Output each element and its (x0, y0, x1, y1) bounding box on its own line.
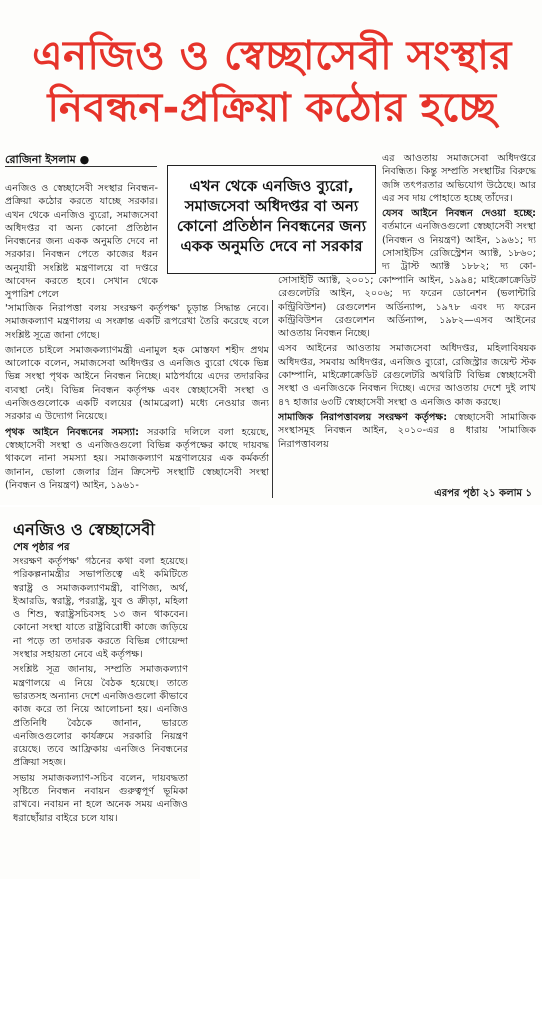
subhead-2: পৃথক আইনে নিবন্ধনের সমস্যা: (5, 426, 140, 438)
subhead-3-text: স্বেচ্ছাসেবী সামাজিক সংস্থাসমূহ নিবন্ধন আইন, ২০১০-এর ৪ ধারায় 'সামাজিক নিরাপত্তাবলয় (278, 411, 536, 450)
continuation-para-1: সংরক্ষণ কর্তৃপক্ষ' গঠনের কথা বলা হয়েছে। পরিকল্পনামন্ত্রীর সভাপতিত্বে এই কমিটিতে স্বরাষ্ট্র ও সমাজকল্যাণমন্ত্রী, বাণিজ্য, অর্থ, ইআরডি, স্বরাষ্ট্র, পররাষ্ট্র, যুব ও ক্রীড়া, মহিলা ও শিশু, স্বরাষ্ট্রসচিবসহ ১৩ জন থাকবেন। কোনো সংস্থা যাতে রাষ্ট্রবিরোধী কাজে জড়িয়ে না পড়ে তা তদারক করতে বিভিন্ন গোয়েন্দা সংস্থার সহায়তা নেবে এই কর্তৃপক্ষ। (13, 556, 188, 661)
subhead-2-text: সরকারি দলিলে বলা হয়েছে, স্বেচ্ছাসেবী সংস্থা ও এনজিওগুলো বিভিন্ন কর্তৃপক্ষের কাছে দায়বদ্ধ থাকলে নানা সমস্যা হয়। সমাজকল্যাণ মন্ত্রণালয়ের এক কর্মকর্তা জানান, ভোলা জেলার গ্রিন ক্রিসেন্ট সংস্থাটি স্বেচ্ছাসেবী সংস্থা (নিবন্ধন ও নিয়ন্ত্রণ) আইন, ১৯৬১- (5, 426, 269, 491)
continuation-title: এনজিও ও স্বেচ্ছাসেবী (13, 520, 155, 539)
continuation-para-3: সভায় সমাজকল্যাণ-সচিব বলেন, দায়বদ্ধতা সৃষ্টিতে নিবন্ধন নবায়ন গুরুত্বপূর্ণ ভূমিকা রাখবে। নবায়ন না হলে অনেক সময় এনজিও ধরাছোঁয়ার বাইরে চলে যায়। (13, 772, 188, 824)
pull-quote: এখন থেকে এনজিও ব্যুরো, সমাজসেবা অধিদপ্তর বা অন্য কোনো প্রতিষ্ঠান নিবন্ধনের জন্য একক অনুমতি দেবে না সরকার (167, 165, 376, 274)
subhead-3: সামাজিক নিরাপত্তাবলয় সংরক্ষণ কর্তৃপক্ষ: (278, 411, 448, 423)
continuation-subtitle: শেষ পৃষ্ঠার পর (13, 542, 70, 553)
right-para-2: এসব আইনের আওতায় সমাজসেবা অধিদপ্তর, মহিলাবিষয়ক অধিদপ্তর, সমবায় অধিদপ্তর, এনজিও ব্যুরো, রেজিস্ট্রার জয়েন্ট স্টক কোম্পানি, মাইক্রোক্রেডিট রেগুলেটরি অথরিটি বিভিন্ন স্বেচ্ছাসেবী সংস্থা ও এনজিওকে নিবন্ধন দিচ্ছে। এদের আওতায় দেশে দুই লাখ ৪৭ হাজার ৬৩টি স্বেচ্ছাসেবী সংস্থা ও এনজিও কাজ করছে। (278, 343, 536, 408)
subhead-2-para (5, 426, 269, 492)
subhead-1-text: বর্তমানে এনজিওগুলো স্বেচ্ছাসেবী সংস্থা (নিবন্ধন ও নিয়ন্ত্রণ) আইন, ১৯৬১; দ্য সোসাইটিস রেজিস্ট্রেশন অ্যাক্ট, ১৮৬০; দ্য ট্রাস্ট অ্যাক্ট ১৮৮২; দ্য কো- (382, 221, 536, 272)
column-1-text: এনজিও ও স্বেচ্ছাসেবী সংস্থার নিবন্ধন-প্রক্রিয়া কঠোর করতে যাচ্ছে সরকার। এখন থেকে এনজিও ব্যুরো, সমাজসেবা অধিদপ্তর বা অন্য কোনো প্রতিষ্ঠান নিবন্ধনের জন্য একক অনুমতি দেবে না সরকার। নিবন্ধন পেতে কাজের ধরন অনুযায়ী সংশ্লিষ্ট মন্ত্রণালয়ে বা দপ্তরে আবেদন করতে হবে। সেখান থেকে সুপারিশ পেলে (5, 183, 158, 301)
headline-line-2: নিবন্ধন-প্রক্রিয়া কঠোর হচ্ছে (47, 85, 497, 131)
right-para-1: সোসাইটি অ্যাক্ট, ২০০১; কোম্পানি আইন, ১৯৯৪; মাইক্রোক্রেডিট রেগুলেটরি আইন, ২০০৬; দ্য ফরেন ডোনেশন (ভলান্টারি কন্ট্রিবিউশন) রেগুলেশন অর্ডিন্যান্স, ১৯৭৮ এবং দ্য ফরেন কন্ট্রিবিউশন রেগুলেশন অর্ডিন্যান্স, ১৯৮২—এসব আইনের আওতায় নিবন্ধন নিচ্ছে। (278, 275, 536, 340)
wide-column-right (278, 274, 536, 484)
byline: রোজিনা ইসলাম ● (5, 153, 90, 166)
wide-para-1: 'সামাজিক নিরাপত্তা বলয় সংরক্ষণ কর্তৃপক্ষ' চূড়ান্ত সিদ্ধান্ত নেবে। সমাজকল্যাণ মন্ত্রণালয় এ সংক্রান্ত একটি রূপরেখা তৈরি করেছে বলে সংশ্লিষ্ট সূত্রে জানা গেছে। (5, 303, 269, 341)
subhead-3-para (278, 411, 536, 451)
column-3-text: এর আওতায় সমাজসেবা অধিদপ্তরে নিবন্ধিত। কিন্তু সম্প্রতি সংস্থাটির বিরুদ্ধে জঙ্গি তৎপরতার অভিযোগ উঠেছে। আর এর সব দায় পোহাতে হচ্ছে তাঁদের। (382, 153, 536, 204)
column-divider (272, 300, 273, 498)
continued-on: এরপর পৃষ্ঠা ২১ কলাম ১ (434, 488, 532, 499)
headline-line-1: এনজিও ও স্বেচ্ছাসেবী সংস্থার (32, 33, 512, 79)
headline (12, 30, 532, 134)
wide-column-left (5, 302, 269, 498)
continuation-column (13, 555, 188, 875)
subhead-1-para (382, 207, 536, 272)
column-1 (5, 182, 158, 302)
continuation-para-2: সংশ্লিষ্ট সূত্র জানায়, সম্প্রতি সমাজকল্যাণ মন্ত্রণালয়ে এ নিয়ে বৈঠক হয়েছে। তাতে ভারতসহ অন্যান্য দেশে এনজিওগুলো কীভাবে কাজ করে তা নিয়ে আলোচনা হয়। এনজিও প্রতিনিধি বৈঠকে জানান, ভারতে এনজিওগুলোর কার্যক্রমে সরকারি নিয়ন্ত্রণ রয়েছে। তবে আফ্রিকায় এনজিও নিবন্ধনের প্রক্রিয়া সহজ। (13, 664, 188, 769)
column-3 (382, 152, 536, 272)
subhead-1: যেসব আইনে নিবন্ধন দেওয়া হচ্ছে: (382, 208, 536, 220)
wide-para-2: জানতে চাইলে সমাজকল্যাণমন্ত্রী এনামুল হক মোস্তফা শহীদ প্রথম আলোকে বলেন, সমাজসেবা অধিদপ্তর ও এনজিও ব্যুরো থেকে ভিন্ন ভিন্ন সংস্থা পৃথক আইনে নিবন্ধন নিচ্ছে। মাঠপর্যায়ে এদের তদারকির ব্যবস্থা নেই। বিভিন্ন নিবন্ধন কর্তৃপক্ষ এবং স্বেচ্ছাসেবী সংস্থা ও এনজিওগুলোকে একটি বলয়ের (আমব্রেলা) মধ্যে নেওয়ার জন্য সরকার এ উদ্যোগ নিয়েছে। (5, 344, 269, 423)
